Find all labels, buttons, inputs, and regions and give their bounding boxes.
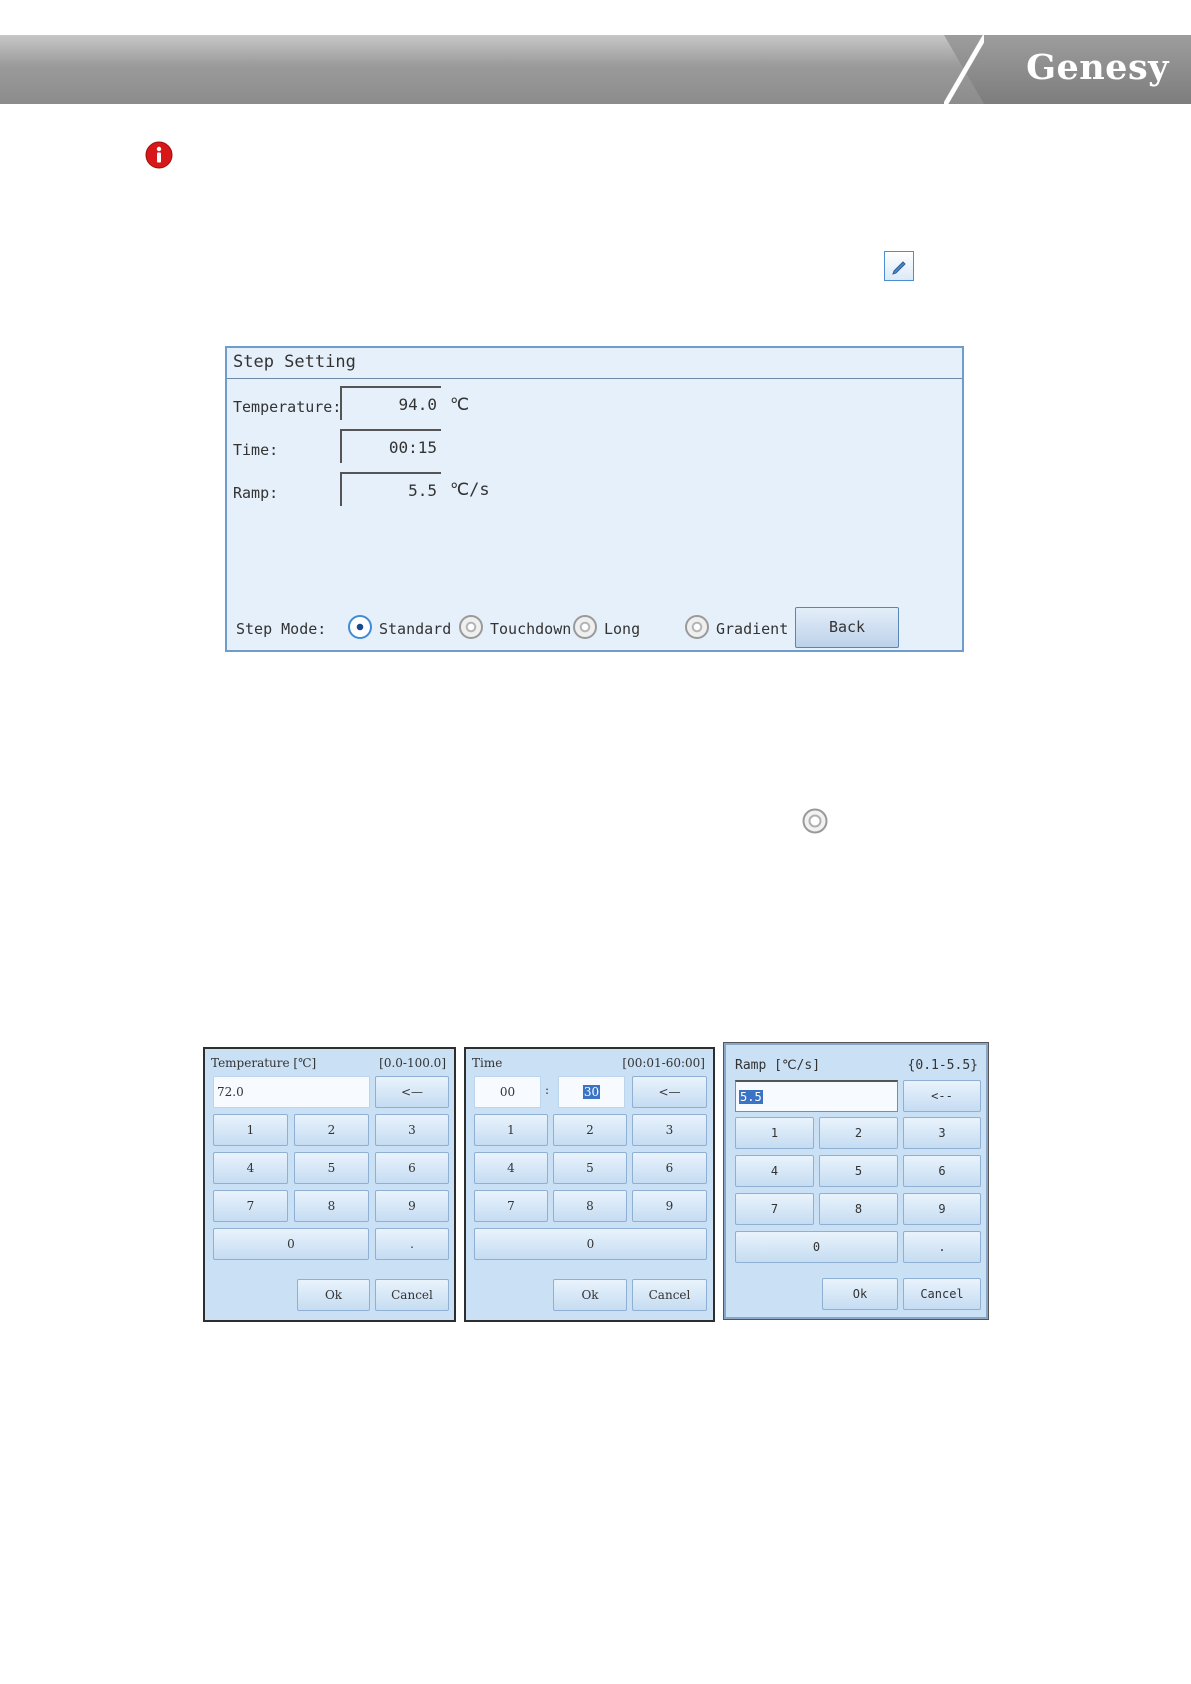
key-5[interactable]: 5 [819, 1155, 898, 1187]
key-5[interactable]: 5 [294, 1152, 369, 1184]
radio-touchdown[interactable] [459, 615, 483, 639]
key-9[interactable]: 9 [375, 1190, 449, 1222]
back-button[interactable]: Back [795, 607, 899, 648]
key-2[interactable]: 2 [553, 1114, 627, 1146]
key-8[interactable]: 8 [294, 1190, 369, 1222]
key-9[interactable]: 9 [632, 1190, 707, 1222]
radio-gradient[interactable] [685, 615, 709, 639]
step-setting-panel [225, 346, 964, 652]
time-separator: : [545, 1083, 550, 1097]
title-divider [227, 378, 962, 379]
temperature-unit: ℃ [450, 395, 470, 415]
key-6[interactable]: 6 [903, 1155, 981, 1187]
time-field[interactable]: 00:15 [340, 429, 441, 463]
key-6[interactable]: 6 [375, 1152, 449, 1184]
step-mode-label: Step Mode: [236, 620, 327, 638]
info-icon [145, 141, 173, 169]
keypad-title: Time [472, 1056, 503, 1070]
key-2[interactable]: 2 [819, 1117, 898, 1149]
key-9[interactable]: 9 [903, 1193, 981, 1225]
backspace-button[interactable]: <-- [903, 1080, 981, 1112]
key-7[interactable]: 7 [474, 1190, 548, 1222]
seconds-value: 30 [583, 1085, 600, 1099]
key-4[interactable]: 4 [474, 1152, 548, 1184]
key-1[interactable]: 1 [474, 1114, 548, 1146]
key-3[interactable]: 3 [903, 1117, 981, 1149]
key-6[interactable]: 6 [632, 1152, 707, 1184]
time-keypad [464, 1047, 715, 1322]
keypad-range: {0.1-5.5} [907, 1058, 978, 1073]
header-divider [944, 35, 984, 104]
key-2[interactable]: 2 [294, 1114, 369, 1146]
backspace-button[interactable]: <— [632, 1076, 707, 1108]
ramp-value: 5.5 [740, 1090, 762, 1104]
keypad-input[interactable]: 72.0 [213, 1076, 370, 1108]
radio-label-standard: Standard [379, 620, 452, 638]
ok-button[interactable]: Ok [297, 1279, 370, 1311]
radio-label-touchdown: Touchdown [490, 620, 572, 638]
key-1[interactable]: 1 [213, 1114, 288, 1146]
temperature-keypad [203, 1047, 456, 1322]
radio-long[interactable] [573, 615, 597, 639]
ramp-keypad [724, 1043, 988, 1319]
ok-button[interactable]: Ok [822, 1278, 898, 1310]
temperature-label: Temperature: [233, 398, 342, 416]
keypad-title: Ramp [℃/s] [735, 1058, 821, 1073]
backspace-button[interactable]: <— [375, 1076, 449, 1108]
radio-unchecked-icon [802, 808, 828, 834]
minutes-input[interactable]: 00 [474, 1076, 541, 1108]
key-0[interactable]: 0 [474, 1228, 707, 1260]
key-7[interactable]: 7 [213, 1190, 288, 1222]
key-decimal[interactable]: . [375, 1228, 449, 1260]
key-4[interactable]: 4 [213, 1152, 288, 1184]
key-decimal[interactable]: . [903, 1231, 981, 1263]
edit-icon [884, 251, 914, 281]
radio-label-gradient: Gradient [716, 620, 789, 638]
key-5[interactable]: 5 [553, 1152, 627, 1184]
radio-label-long: Long [604, 620, 641, 638]
cancel-button[interactable]: Cancel [632, 1279, 707, 1311]
panel-title: Step Setting [233, 352, 356, 372]
keypad-range: [00:01-60:00] [622, 1056, 705, 1070]
keypad-range: [0.0-100.0] [379, 1056, 446, 1070]
key-8[interactable]: 8 [819, 1193, 898, 1225]
key-0[interactable]: 0 [213, 1228, 369, 1260]
keypad-input[interactable] [735, 1080, 898, 1112]
key-4[interactable]: 4 [735, 1155, 814, 1187]
key-1[interactable]: 1 [735, 1117, 814, 1149]
key-8[interactable]: 8 [553, 1190, 627, 1222]
ramp-field[interactable]: 5.5 [340, 472, 441, 506]
ramp-unit: ℃/s [450, 480, 490, 500]
temperature-field[interactable]: 94.0 [340, 386, 441, 420]
key-0[interactable]: 0 [735, 1231, 898, 1263]
key-3[interactable]: 3 [632, 1114, 707, 1146]
key-3[interactable]: 3 [375, 1114, 449, 1146]
radio-standard[interactable] [348, 615, 372, 639]
keypad-title: Temperature [℃] [211, 1056, 317, 1070]
ok-button[interactable]: Ok [553, 1279, 627, 1311]
seconds-input[interactable] [558, 1076, 625, 1108]
brand-logo: Genesy [1026, 47, 1169, 88]
pencil-icon [885, 252, 913, 280]
key-7[interactable]: 7 [735, 1193, 814, 1225]
cancel-button[interactable]: Cancel [903, 1278, 981, 1310]
ramp-label: Ramp: [233, 484, 279, 502]
time-label: Time: [233, 441, 279, 459]
cancel-button[interactable]: Cancel [375, 1279, 449, 1311]
